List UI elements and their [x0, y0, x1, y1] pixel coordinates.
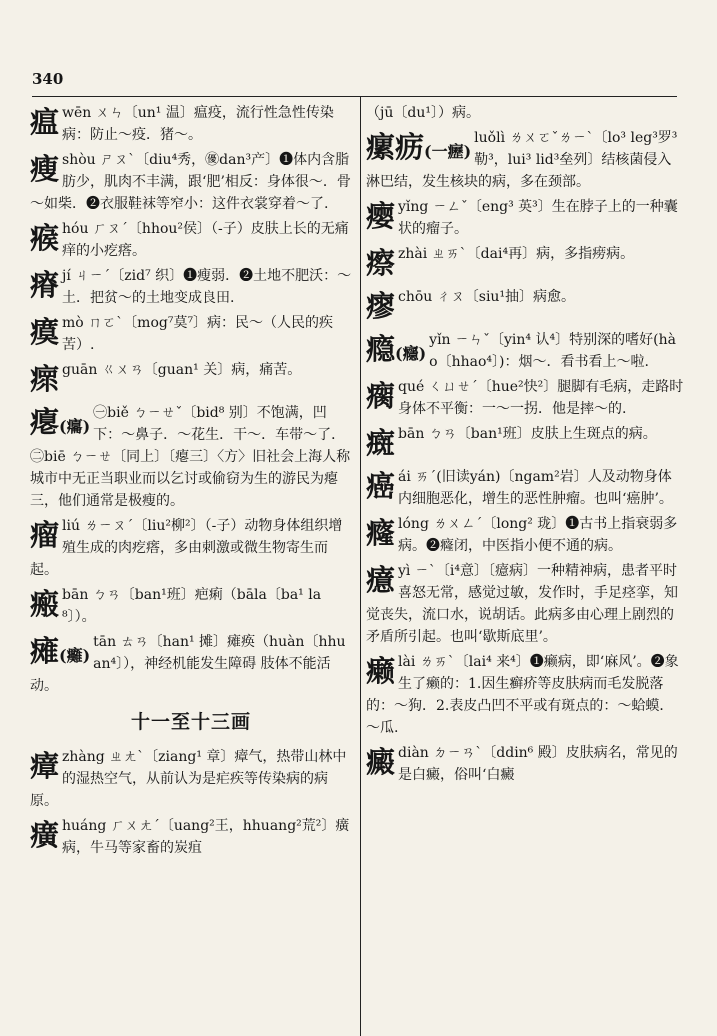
dictionary-entry [366, 286, 684, 326]
dictionary-entry [366, 651, 684, 739]
definition: yì ㄧˋ〔i⁴意〕〔癔病〕一种精神病，患者平时喜怒无常，感觉过敏，发作时，手足痉挛，知觉丧失，流口水，说胡话。此病多由心理上剧烈的矛盾所引起。也叫‘歇斯底里’。 [366, 563, 679, 645]
definition: liú ㄌㄧㄡˊ〔liu²柳²〕（-子）动物身体组织增殖生成的肉疙瘩，多由刺激或微生物寄生而起。 [30, 518, 343, 578]
definition: zhài ㄓㄞˋ〔dai⁴再〕病，多指痨病。 [398, 246, 635, 262]
headword: 瘦 [30, 152, 60, 186]
headword: 癔 [366, 563, 396, 597]
traditional-form: (癮) [395, 344, 427, 363]
definition: hóu ㄏㄡˊ〔hhou²侯〕（-子）皮肤上长的无痛痒的小疙瘩。 [62, 221, 349, 259]
headword: 瘫 [30, 634, 60, 668]
headword: 瘾 [366, 332, 396, 366]
headword: 瘰疬 [366, 130, 425, 164]
headword: 瘴 [30, 749, 60, 783]
headword-with-variant [30, 631, 90, 671]
section-heading: 十一至十三画 [130, 711, 251, 733]
dictionary-entry [366, 560, 684, 648]
left-column [30, 102, 352, 1036]
definition: shòu ㄕㄡˋ〔diu⁴秀，㊝dan³产〕❶体内含脂肪少，肌肉不丰满，跟‘肥’相反：身体很～．骨～如柴．❷衣服鞋袜等窄小：这件衣裳穿着～了. [30, 152, 351, 212]
definition: yǐng ㄧㄥˇ〔eng³ 英³〕生在脖子上的一种囊状的瘤子。 [398, 199, 678, 237]
headword-with-variant [366, 329, 426, 369]
page-number: 340 [32, 70, 64, 88]
definition: diàn ㄉㄧㄢˋ〔ddin⁶ 殿〕皮肤病名，常见的是白癜，俗叫‘白癜 [398, 745, 678, 783]
dictionary-entry [366, 423, 684, 463]
headword: 瘼 [30, 315, 60, 349]
headword: 瘵 [366, 246, 396, 280]
headword: 癞 [366, 654, 396, 688]
headword: 瘤 [30, 518, 60, 552]
definition: bān ㄅㄢ〔ban¹班〕疤痢（bāla〔ba¹ la⁸〕）。 [62, 587, 322, 625]
definition: qué ㄑㄩㄝˊ〔hue²快²〕腿脚有毛病，走路时身体不平衡：一～一拐．他是摔～的. [398, 379, 684, 417]
dictionary-entry [30, 218, 352, 262]
dictionary-entry [30, 359, 352, 399]
definition: yǐn ㄧㄣˇ〔yin⁴ 认⁴〕特别深的嗜好(hào〔hhao⁴〕)：烟～．看书看上～啦. [429, 332, 676, 370]
definition: tān ㄊㄢ〔han¹ 摊〕瘫痪（huàn〔hhuan⁴〕），神经机能发生障碍 肢体不能活动。 [30, 634, 346, 694]
top-rule [32, 96, 677, 97]
headword: 瘟 [30, 105, 60, 139]
dictionary-entry [366, 243, 684, 283]
headword: 癃 [366, 516, 396, 550]
dictionary-entry [30, 584, 352, 628]
dictionary-entry [30, 402, 352, 512]
right-column [366, 102, 684, 1036]
definition: ㊀biě ㄅㄧㄝˇ〔bid⁸ 别〕不饱满，凹下：～鼻子．～花生．干～．车带～了．㊁biē ㄅㄧㄝ〔同上〕〔瘪三〕〈方〉旧社会上海人称城市中无正当职业而以乞讨或偷窃为生的游民为瘪三，他们通常是极瘦的。 [30, 405, 351, 509]
dictionary-entry [30, 515, 352, 581]
headword: 瘝 [30, 362, 60, 396]
column-divider [360, 96, 361, 1036]
dictionary-entry [366, 196, 684, 240]
dictionary-entry [30, 631, 352, 697]
definition: luǒlì ㄌㄨㄛˇㄌㄧˋ〔lo³ leg³罗³ 勒³，lui³ lid³垒列〕结核菌侵入淋巴结，发生核块的病，多在颈部。 [366, 130, 678, 190]
headword: 癌 [366, 469, 396, 503]
definition: jí ㄐㄧˊ〔zid⁷ 织〕❶瘦弱．❷土地不肥沃：～土．把贫～的土地变成良田. [62, 268, 352, 306]
definition: guān ㄍㄨㄢ〔guan¹ 关〕病，痛苦。 [62, 362, 302, 378]
definition: huáng ㄏㄨㄤˊ〔uang²王，hhuang²荒²〕癀病，牛马等家畜的炭疽 [62, 818, 350, 856]
dictionary-entry [30, 815, 352, 859]
definition: lài ㄌㄞˋ〔lai⁴ 来⁴〕❶癞病，即‘麻风’。❷象生了癞的：1.因生癣疥等皮肤病而毛发脱落的：～狗．2.表皮凸凹不平或有斑点的：～蛤蟆．～瓜. [366, 654, 679, 736]
dictionary-entry [366, 742, 684, 786]
dictionary-entry [30, 265, 352, 309]
headword: 癀 [30, 818, 60, 852]
dictionary-entry [30, 746, 352, 812]
dictionary-entry [366, 466, 684, 510]
dictionary-entry [366, 329, 684, 373]
headword: 瘠 [30, 268, 60, 302]
dictionary-entry [30, 149, 352, 215]
dictionary-entry [366, 127, 684, 193]
definition: chōu ㄔㄡ〔siu¹抽〕病愈。 [398, 289, 576, 305]
definition: lóng ㄌㄨㄥˊ〔long² 珑〕❶古书上指衰弱多病。❷癃闭，中医指小便不通的病。 [398, 516, 678, 554]
headword: 瘸 [366, 379, 396, 413]
dictionary-entry [366, 376, 684, 420]
definition: mò ㄇㄛˋ〔mog⁷莫⁷〕病：民～（人民的疾苦）. [62, 315, 334, 353]
headword: 瘳 [366, 289, 396, 323]
dictionary-entry [30, 312, 352, 356]
traditional-form: (癱) [59, 646, 91, 665]
definition: bān ㄅㄢ〔ban¹班〕皮肤上生斑点的病。 [398, 426, 657, 442]
continuation-text: （jū〔du¹〕）病。 [366, 105, 480, 121]
headword: 癜 [366, 745, 396, 779]
definition: zhàng ㄓㄤˋ〔ziang¹ 章〕瘴气，热带山林中的湿热空气，从前认为是疟疾等传染病的病原。 [30, 749, 347, 809]
headword: 瘿 [366, 199, 396, 233]
dictionary-entry [30, 102, 352, 146]
definition: ái ㄞˊ(旧读yán)〔ngam²岩〕人及动物身体内细胞恶化，增生的恶性肿瘤。也叫‘癌肿’。 [398, 469, 673, 507]
dictionary-entry [366, 513, 684, 557]
headword-with-variant [366, 127, 471, 167]
traditional-form: (一癧) [424, 142, 472, 161]
headword: 癍 [366, 426, 396, 460]
headword: 瘢 [30, 587, 60, 621]
headword: 瘪 [30, 405, 60, 439]
traditional-form: (癟) [59, 417, 91, 436]
headword-with-variant [30, 402, 90, 442]
headword: 瘊 [30, 221, 60, 255]
definition: wēn ㄨㄣ〔un¹ 温〕瘟疫，流行性急性传染病：防止～疫．猪～。 [62, 105, 334, 143]
